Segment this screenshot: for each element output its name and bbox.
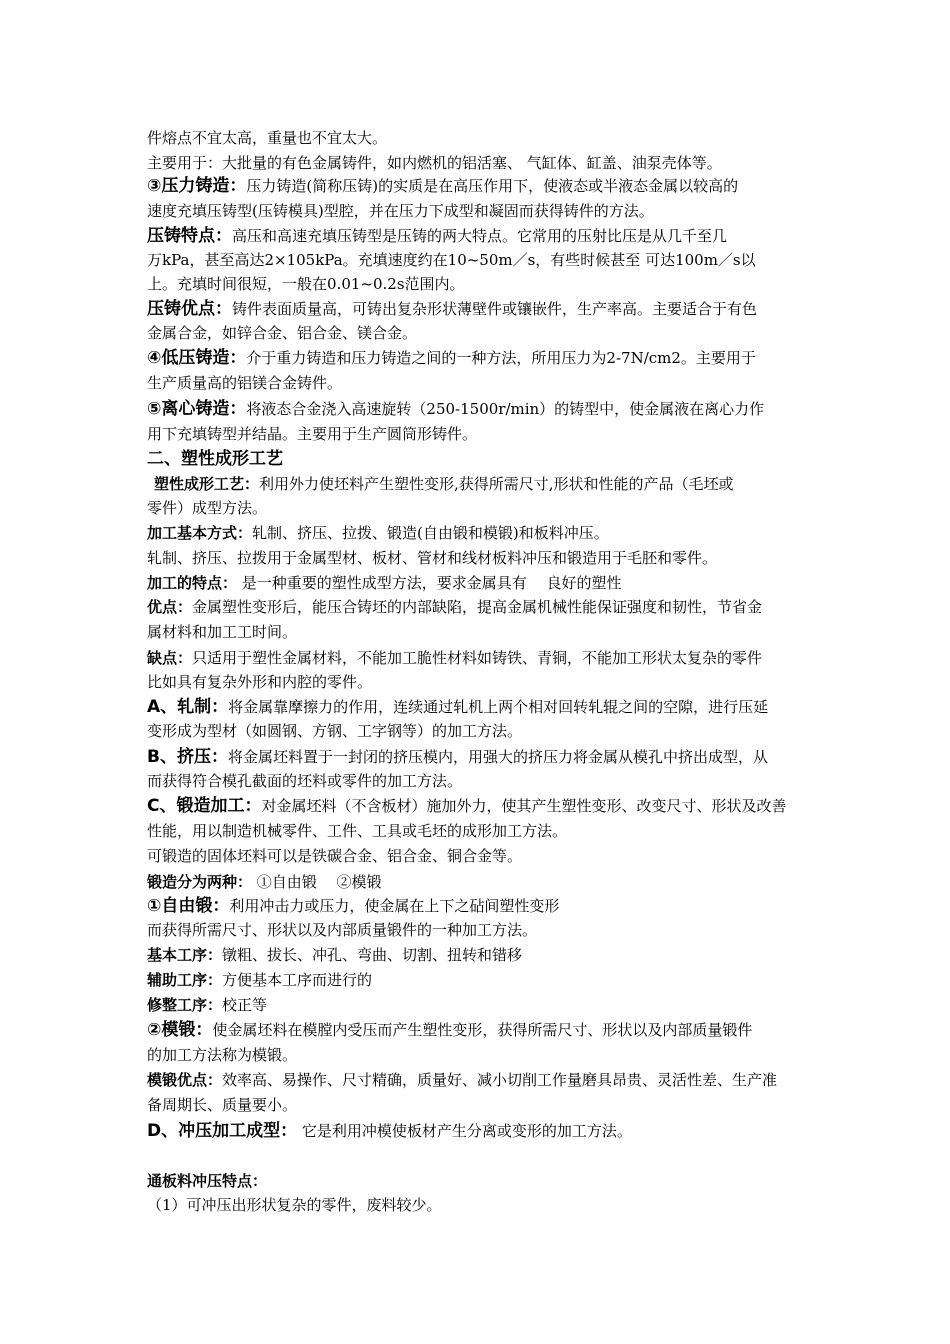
term-label: 压铸特点： bbox=[147, 226, 232, 246]
text-line: 金属合金，如锌合金、铝合金、镁合金。 bbox=[147, 324, 418, 342]
text-line: 修整工序：校正等 bbox=[147, 996, 268, 1014]
text-line: 性能，用以制造机械零件、工件、工具或毛坯的成形加工方法。 bbox=[147, 822, 568, 840]
text-line: 缺点：只适用于塑性金属材料，不能加工脆性材料如铸铁、青铜，不能加工形状太复杂的零件 bbox=[147, 649, 763, 667]
term-label: ②模锻： bbox=[147, 1020, 213, 1040]
text-line: 属材料和加工工时间。 bbox=[147, 623, 298, 641]
text-line: 基本工序：镦粗、拔长、冲孔、弯曲、切割、扭转和错移 bbox=[147, 946, 523, 964]
text-line: D、冲压加工成型： 它是利用冲模使板材产生分离或变形的加工方法。 bbox=[147, 1121, 632, 1141]
text-line: 万kPa，甚至高达2×105kPa。充填速度约在10~50m／s，有些时候甚至 可达100m／s以 bbox=[147, 251, 756, 269]
text-line: 件熔点不宜太高，重量也不宜太大。 bbox=[147, 129, 388, 147]
term-label: 优点： bbox=[147, 598, 193, 616]
text-line: 可锻造的固体坯料可以是铁碳合金、铝合金、铜合金等。 bbox=[147, 847, 523, 865]
term-label: 塑性成形工艺： bbox=[154, 475, 260, 493]
text-line: 零件）成型方法。 bbox=[147, 499, 268, 517]
text-line: ⑤离心铸造：将液态合金浇入高速旋转（250-1500r/min）的铸型中，使金属液在离心力作 bbox=[147, 399, 765, 419]
text-line: ②模锻：使金属坯料在模膛内受压而产生塑性变形，获得所需尺寸、形状以及内部质量锻件 bbox=[147, 1020, 753, 1040]
text-line: 压铸特点：高压和高速充填压铸型是压铸的两大特点。它常用的压射比压是从几千至几 bbox=[147, 226, 728, 246]
text-line: ③压力铸造：压力铸造(简称压铸)的实质是在高压作用下，使液态或半液态金属以较高的 bbox=[147, 176, 739, 196]
text-line: 锻造分为两种： ①自由锻 ②模锻 bbox=[147, 873, 382, 891]
term-label: 加工基本方式： bbox=[147, 524, 253, 542]
chapter-heading: 二、塑性成形工艺 bbox=[147, 449, 283, 469]
text-line: 变形成为型材（如圆钢、方钢、工字钢等）的加工方法。 bbox=[147, 722, 523, 740]
term-label: C、锻造加工： bbox=[147, 796, 262, 816]
term-label: ①自由锻： bbox=[147, 896, 230, 916]
text-line: 备周期长、质量要小。 bbox=[147, 1096, 298, 1114]
text-line: 轧制、挤压、拉拨用于金属型材、板材、管材和线材板料冲压和锻造用于毛胚和零件。 bbox=[147, 549, 718, 567]
text-line: 比如具有复杂外形和内腔的零件。 bbox=[147, 673, 373, 691]
text-line: 而获得符合模孔截面的坯料或零件的加工方法。 bbox=[147, 772, 463, 790]
text-line: 速度充填压铸型(压铸模具)型腔，并在压力下成型和凝固而获得铸件的方法。 bbox=[147, 202, 654, 220]
term-label: 辅助工序： bbox=[147, 971, 223, 989]
term-label: 压铸优点： bbox=[147, 299, 232, 319]
section-heading: ④低压铸造： bbox=[147, 348, 247, 368]
text-line: 的加工方法称为模锻。 bbox=[147, 1046, 298, 1064]
section-heading: ⑤离心铸造： bbox=[147, 399, 247, 419]
text-line: 主要用于：大批量的有色金属铸件，如内燃机的铝活塞、 气缸体、缸盖、油泵壳体等。 bbox=[147, 154, 722, 172]
term-label: 基本工序： bbox=[147, 946, 223, 964]
text-line: 模锻优点：效率高、易操作、尺寸精确，质量好、减小切削工作量磨具昂贵、灵活性差、生产准 bbox=[147, 1071, 778, 1089]
text-line: ①自由锻：利用冲击力或压力，使金属在上下之砧间塑性变形 bbox=[147, 896, 560, 916]
term-label: B、挤压： bbox=[147, 747, 228, 767]
text-line: （1）可冲压出形状复杂的零件，废料较少。 bbox=[147, 1196, 442, 1214]
text-line: 压铸优点：铸件表面质量高，可铸出复杂形状薄壁件或镶嵌件，生产率高。主要适合于有色 bbox=[147, 299, 758, 319]
term-label: 缺点： bbox=[147, 649, 193, 667]
text-line: 优点：金属塑性变形后，能压合铸坯的内部缺陷，提高金属机械性能保证强度和韧性，节省金 bbox=[147, 598, 763, 616]
text-line: 而获得所需尺寸、形状以及内部质量锻件的一种加工方法。 bbox=[147, 921, 538, 939]
text-line: A、轧制：将金属靠摩擦力的作用，连续通过轧机上两个相对回转轧辊之间的空隙，进行压延 bbox=[147, 697, 769, 717]
term-label: 锻造分为两种： bbox=[147, 873, 253, 891]
text-line: ④低压铸造：介于重力铸造和压力铸造之间的一种方法，所用压力为2-7N/cm2。主要用于 bbox=[147, 348, 756, 368]
text-line: 上。充填时间很短，一般在0.01~0.2s范围内。 bbox=[147, 275, 465, 293]
term-label: 模锻优点： bbox=[147, 1071, 223, 1089]
subheading: 通板料冲压特点： bbox=[147, 1172, 268, 1190]
term-label: 加工的特点： bbox=[147, 574, 238, 592]
text-line: 加工的特点： 是一种重要的塑性成型方法，要求金属具有 良好的塑性 bbox=[147, 574, 622, 592]
text-line: B、挤压：将金属坯料置于一封闭的挤压模内，用强大的挤压力将金属从模孔中挤出成型，从 bbox=[147, 747, 768, 767]
term-label: A、轧制： bbox=[147, 697, 229, 717]
text-line: 辅助工序：方便基本工序而进行的 bbox=[147, 971, 373, 989]
text-line: C、锻造加工：对金属坯料（不含板材）施加外力，使其产生塑性变形、改变尺寸、形状及改善 bbox=[147, 796, 787, 816]
text-line: 塑性成形工艺：利用外力使坯料产生塑性变形,获得所需尺寸,形状和性能的产品（毛坯或 bbox=[154, 475, 734, 493]
term-label: D、冲压加工成型： bbox=[147, 1121, 298, 1141]
term-label: 修整工序： bbox=[147, 996, 223, 1014]
text-line: 加工基本方式：轧制、挤压、拉拨、锻造(自由锻和模锻)和板料冲压。 bbox=[147, 524, 609, 542]
section-heading: ③压力铸造： bbox=[147, 176, 247, 196]
text-line: 用下充填铸型并结晶。主要用于生产圆筒形铸件。 bbox=[147, 425, 478, 443]
text-line: 生产质量高的铝镁合金铸件。 bbox=[147, 374, 343, 392]
